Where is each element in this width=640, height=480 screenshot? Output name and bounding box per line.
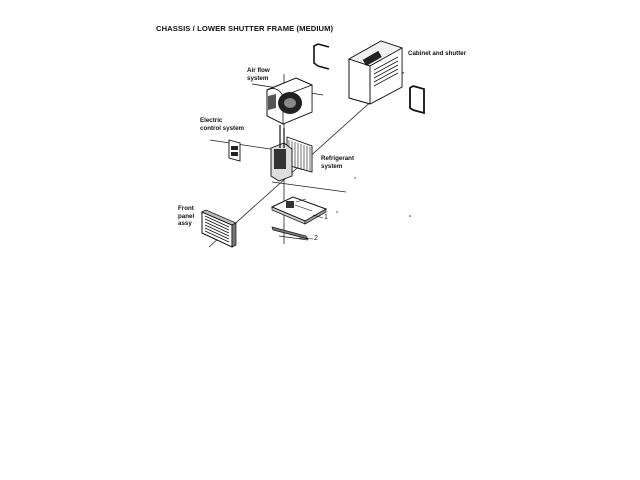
label-electric-line-1: Electric [200,117,223,124]
label-front-line-1: Front [178,205,194,212]
label-front-line-3: assy [178,220,192,228]
label-cabinet-and-shutter: Cabinet and shutter [408,50,467,57]
label-refrigerant-system [321,155,354,170]
diagram-title: CHASSIS / LOWER SHUTTER FRAME (MEDIUM) [156,24,334,33]
right-shutter-frame [410,86,424,113]
label-air-flow-line-1: Air flow [247,67,270,74]
label-air-flow-system [247,67,270,82]
label-refrigerant-line-1: Refrigerant [321,155,355,162]
axis-refrigerant [272,182,346,192]
left-shutter-frame [314,44,329,69]
part-number-1: 1 [324,214,328,221]
scan-specks [336,177,411,217]
label-air-flow-line-2: system [247,74,269,82]
label-electric-line-2: control system [200,124,245,132]
label-electric-control-system [200,117,244,132]
label-refrigerant-line-2: system [321,162,343,170]
label-front-line-2: panel [178,212,195,220]
electric-control-box-drawing [229,140,240,161]
label-front-panel-assy [178,205,194,228]
cabinet-drawing [349,41,402,104]
front-panel-drawing [202,210,236,247]
refrigerant-system-drawing [271,125,312,181]
air-flow-system-drawing [267,78,312,124]
base-pan-drawing [272,197,326,224]
part-number-2: 2 [314,235,318,242]
